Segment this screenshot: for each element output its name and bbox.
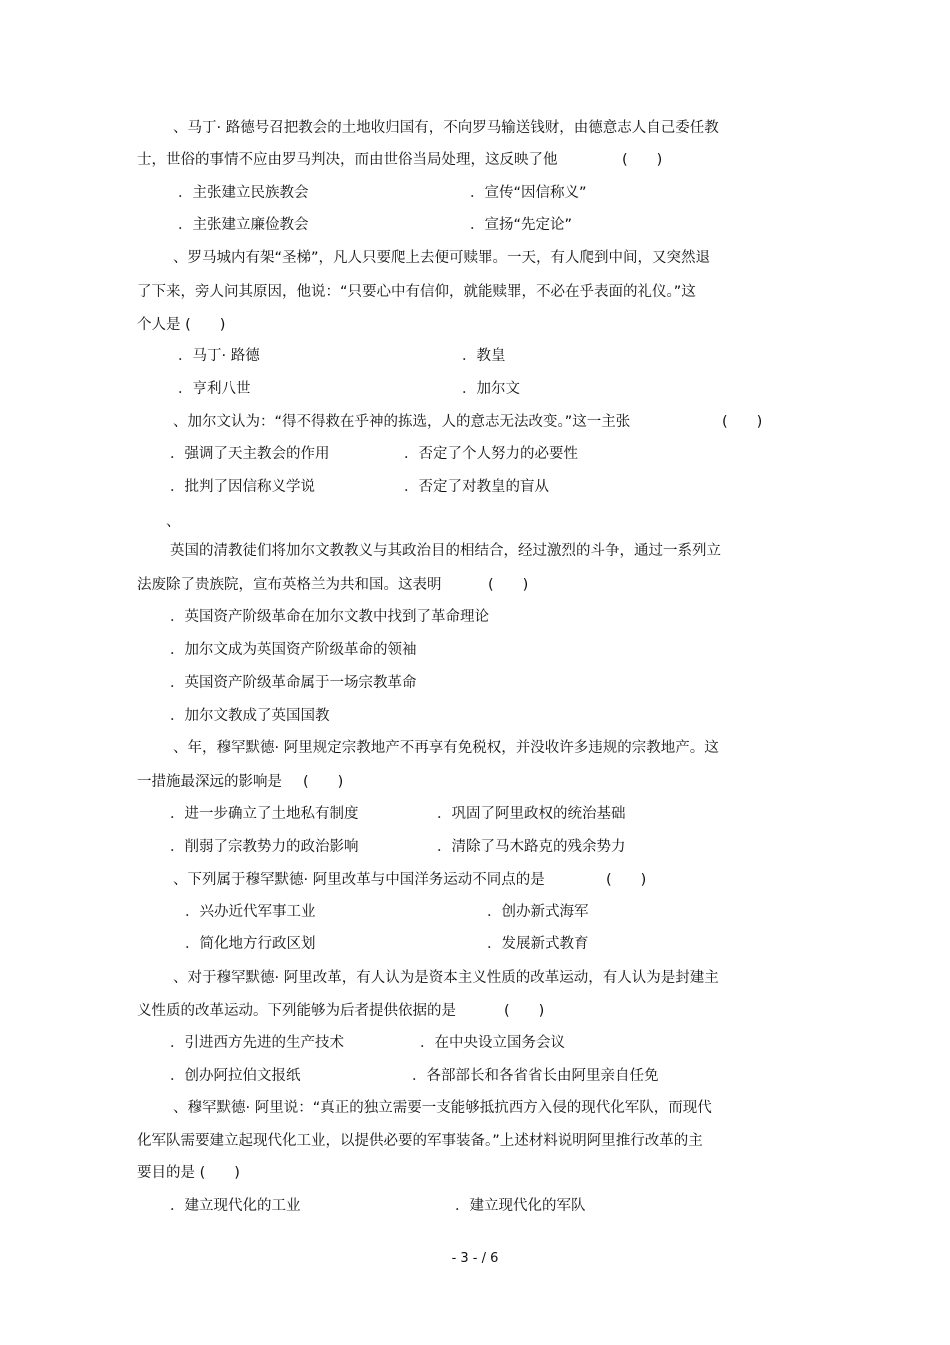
question-5-line-2: 一措施最深远的影响是 [137, 774, 282, 790]
question-4-option-c: ．英国资产阶级革命属于一场宗教革命 [170, 675, 417, 691]
question-1-line-1: 、马丁· 路德号召把教会的土地收归国有，不向罗马输送钱财，由德意志人自己委任教 [173, 120, 719, 136]
question-6-answer-paren: ( ) [606, 872, 647, 888]
question-5-option-c: ．削弱了宗教势力的政治影响 [170, 839, 359, 855]
question-2-option-c: ．亨利八世 [178, 381, 251, 397]
question-4-line-2: 法废除了贵族院，宣布英格兰为共和国。这表明 [137, 577, 442, 593]
question-7-option-d: ．各部部长和各省省长由阿里亲自任免 [412, 1068, 659, 1084]
question-3-option-d: ．否定了对教皇的盲从 [404, 479, 549, 495]
question-2-option-d: ．加尔文 [462, 381, 520, 397]
question-2-line-1: 、罗马城内有架“圣梯”，凡人只要爬上去便可赎罪。一天，有人爬到中间，又突然退 [173, 250, 711, 266]
question-6-option-a: ．兴办近代军事工业 [185, 904, 316, 920]
question-7-line-2: 义性质的改革运动。下列能够为后者提供依据的是 [137, 1003, 456, 1019]
question-1-option-d: ．宣扬“先定论” [470, 217, 573, 233]
question-6-option-b: ．创办新式海军 [487, 904, 589, 920]
question-3-line-1: 、加尔文认为：“得不得救在乎神的拣选，人的意志无法改变。”这一主张 [173, 414, 631, 430]
question-3-option-a: ．强调了天主教会的作用 [170, 446, 330, 462]
question-1-answer-paren: ( ) [622, 152, 663, 168]
question-4-line-1: 英国的清教徒们将加尔文教教义与其政治目的相结合，经过激烈的斗争，通过一系列立 [170, 543, 721, 559]
question-8-option-b: ．建立现代化的军队 [455, 1198, 586, 1214]
question-4-option-b: ．加尔文成为英国资产阶级革命的领袖 [170, 642, 417, 658]
question-4-option-a: ．英国资产阶级革命在加尔文教中找到了革命理论 [170, 609, 489, 625]
question-4-answer-paren: ( ) [488, 577, 529, 593]
question-1-option-c: ．主张建立廉俭教会 [178, 217, 309, 233]
question-3-option-c: ．批判了因信称义学说 [170, 479, 315, 495]
question-5-line-1: 、年，穆罕默德· 阿里规定宗教地产不再享有免税权，并没收许多违规的宗教地产。这 [173, 740, 719, 756]
question-6-option-d: ．发展新式教育 [487, 936, 589, 952]
question-4-option-d: ．加尔文教成了英国国教 [170, 708, 330, 724]
question-5-option-d: ．清除了马木路克的残余势力 [437, 839, 626, 855]
question-8-line-2: 化军队需要建立起现代化工业，以提供必要的军事装备。”上述材料说明阿里推行改革的主 [137, 1133, 703, 1149]
question-3-option-b: ．否定了个人努力的必要性 [404, 446, 578, 462]
question-7-answer-paren: ( ) [504, 1003, 545, 1019]
question-3-answer-paren: ( ) [722, 414, 763, 430]
question-1-option-b: ．宣传“因信称义” [470, 185, 587, 201]
question-2-option-b: ．教皇 [462, 348, 506, 364]
question-2-option-a: ．马丁· 路德 [178, 348, 260, 364]
question-1-option-a: ．主张建立民族教会 [178, 185, 309, 201]
question-7-line-1: 、对于穆罕默德· 阿里改革，有人认为是资本主义性质的改革运动，有人认为是封建主 [173, 970, 719, 986]
question-8-line-3: 要目的是 ( ) [137, 1165, 240, 1181]
question-6-option-c: ．简化地方行政区划 [185, 936, 316, 952]
question-5-option-b: ．巩固了阿里政权的统治基础 [437, 806, 626, 822]
question-7-option-c: ．创办阿拉伯文报纸 [170, 1068, 301, 1084]
question-2-line-2: 了下来，旁人问其原因，他说：“只要心中有信仰，就能赎罪，不必在乎表面的礼仪。”这 [137, 284, 696, 300]
question-2-line-3: 个人是 ( ) [137, 317, 226, 333]
question-6-line-1: 、下列属于穆罕默德· 阿里改革与中国洋务运动不同点的是 [173, 872, 545, 888]
question-7-option-b: ．在中央设立国务会议 [420, 1035, 565, 1051]
question-7-option-a: ．引进西方先进的生产技术 [170, 1035, 344, 1051]
question-1-line-2: 士，世俗的事情不应由罗马判决，而由世俗当局处理，这反映了他 [137, 152, 558, 168]
question-4-number-mark: 、 [166, 514, 181, 530]
question-5-option-a: ．进一步确立了土地私有制度 [170, 806, 359, 822]
question-8-line-1: 、穆罕默德· 阿里说：“真正的独立需要一支能够抵抗西方入侵的现代化军队，而现代 [173, 1100, 712, 1116]
page-number: - 3 - / 6 [451, 1251, 499, 1266]
question-8-option-a: ．建立现代化的工业 [170, 1198, 301, 1214]
question-5-answer-paren: ( ) [303, 774, 344, 790]
